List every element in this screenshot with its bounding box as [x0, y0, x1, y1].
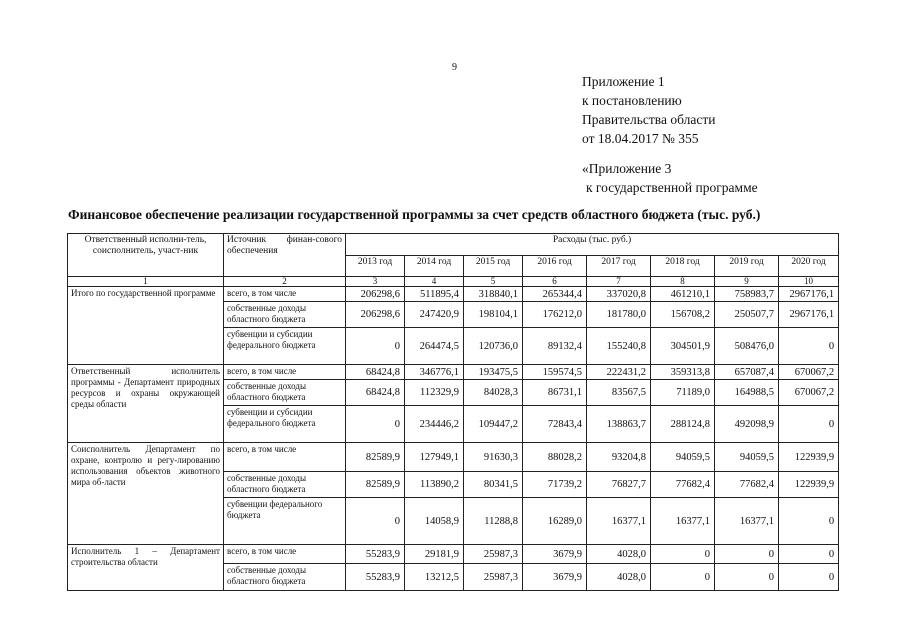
header-year: 2016 год — [523, 255, 587, 277]
table-row — [68, 287, 839, 302]
appendix-1-line: Правительства области — [582, 112, 716, 127]
value-cell: 16377,1 — [715, 498, 779, 545]
responsible-cell: Исполнитель 1 – Департамент строительства области — [68, 545, 224, 591]
column-number: 9 — [715, 277, 779, 287]
source-cell: собственные доходы областного бюджета — [224, 302, 346, 328]
value-cell: 138863,7 — [587, 406, 651, 443]
header-year: 2013 год — [346, 255, 405, 277]
value-cell: 16377,1 — [587, 498, 651, 545]
table-row — [68, 365, 839, 380]
value-cell: 76827,7 — [587, 472, 651, 498]
appendix-1-line: от 18.04.2017 № 355 — [582, 131, 699, 146]
value-cell: 25987,3 — [464, 545, 523, 564]
value-cell: 511895,4 — [405, 287, 464, 302]
table-row — [68, 443, 839, 472]
value-cell: 461210,1 — [651, 287, 715, 302]
value-cell: 77682,4 — [651, 472, 715, 498]
value-cell: 346776,1 — [405, 365, 464, 380]
value-cell: 71189,0 — [651, 380, 715, 406]
value-cell: 3679,9 — [523, 545, 587, 564]
value-cell: 159574,5 — [523, 365, 587, 380]
value-cell: 16289,0 — [523, 498, 587, 545]
responsible-cell: Соисполнитель Департамент по охране, контролю и регу-лированию использования объектов животного мира об-ласти — [68, 443, 224, 545]
value-cell: 0 — [715, 564, 779, 591]
value-cell: 122939,9 — [779, 472, 839, 498]
source-cell: собственные доходы областного бюджета — [224, 472, 346, 498]
value-cell: 193475,5 — [464, 365, 523, 380]
source-cell: субвенции и субсидии федерального бюджета — [224, 406, 346, 443]
value-cell: 318840,1 — [464, 287, 523, 302]
column-number: 2 — [224, 277, 346, 287]
header-year: 2014 год — [405, 255, 464, 277]
column-number: 4 — [405, 277, 464, 287]
appendix-3-block — [582, 159, 758, 197]
value-cell: 337020,8 — [587, 287, 651, 302]
source-cell: всего, в том числе — [224, 287, 346, 302]
value-cell: 4028,0 — [587, 564, 651, 591]
column-number: 6 — [523, 277, 587, 287]
value-cell: 670067,2 — [779, 380, 839, 406]
value-cell: 29181,9 — [405, 545, 464, 564]
value-cell: 25987,3 — [464, 564, 523, 591]
value-cell: 181780,0 — [587, 302, 651, 328]
value-cell: 198104,1 — [464, 302, 523, 328]
value-cell: 265344,4 — [523, 287, 587, 302]
value-cell: 492098,9 — [715, 406, 779, 443]
value-cell: 288124,8 — [651, 406, 715, 443]
header-responsible: Ответственный исполни-тель, соисполнитель, участ-ник — [68, 234, 224, 277]
value-cell: 176212,0 — [523, 302, 587, 328]
value-cell: 91630,3 — [464, 443, 523, 472]
value-cell: 250507,7 — [715, 302, 779, 328]
value-cell: 13212,5 — [405, 564, 464, 591]
appendix-1-line: к постановлению — [582, 93, 682, 108]
source-cell: собственные доходы областного бюджета — [224, 564, 346, 591]
value-cell: 508476,0 — [715, 328, 779, 365]
appendix-3-line: к государственной программе — [586, 180, 758, 195]
value-cell: 222431,2 — [587, 365, 651, 380]
value-cell: 0 — [779, 545, 839, 564]
header-source: Источник финан-сового обеспечения — [224, 234, 346, 277]
value-cell: 113890,2 — [405, 472, 464, 498]
value-cell: 4028,0 — [587, 545, 651, 564]
column-number: 7 — [587, 277, 651, 287]
value-cell: 68424,8 — [346, 380, 405, 406]
table-row — [68, 545, 839, 564]
source-cell: всего, в том числе — [224, 365, 346, 380]
value-cell: 0 — [779, 328, 839, 365]
value-cell: 670067,2 — [779, 365, 839, 380]
value-cell: 0 — [715, 545, 779, 564]
value-cell: 264474,5 — [405, 328, 464, 365]
value-cell: 0 — [346, 498, 405, 545]
column-number: 1 — [68, 277, 224, 287]
value-cell: 68424,8 — [346, 365, 405, 380]
value-cell: 0 — [779, 406, 839, 443]
column-number: 10 — [779, 277, 839, 287]
value-cell: 0 — [346, 406, 405, 443]
value-cell: 86731,1 — [523, 380, 587, 406]
responsible-cell: Итого по государственной программе — [68, 287, 224, 365]
value-cell: 206298,6 — [346, 287, 405, 302]
appendix-1-line: Приложение 1 — [582, 74, 665, 89]
value-cell: 120736,0 — [464, 328, 523, 365]
value-cell: 84028,3 — [464, 380, 523, 406]
value-cell: 82589,9 — [346, 472, 405, 498]
source-cell: субвенции и субсидии федерального бюджета — [224, 328, 346, 365]
header-year: 2017 год — [587, 255, 651, 277]
column-numbers-row — [68, 277, 839, 287]
value-cell: 55283,9 — [346, 545, 405, 564]
header-year: 2019 год — [715, 255, 779, 277]
value-cell: 112329,9 — [405, 380, 464, 406]
value-cell: 72843,4 — [523, 406, 587, 443]
value-cell: 83567,5 — [587, 380, 651, 406]
source-cell: всего, в том числе — [224, 545, 346, 564]
value-cell: 122939,9 — [779, 443, 839, 472]
document-title: Финансовое обеспечение реализации государственной программы за счет средств областного бюджета (тыс. руб.) — [68, 207, 761, 222]
page-number: 9 — [452, 62, 457, 73]
header-row — [68, 234, 839, 256]
value-cell: 127949,1 — [405, 443, 464, 472]
value-cell: 2967176,1 — [779, 287, 839, 302]
financing-table — [67, 233, 839, 591]
value-cell: 93204,8 — [587, 443, 651, 472]
value-cell: 89132,4 — [523, 328, 587, 365]
source-cell: собственные доходы областного бюджета — [224, 380, 346, 406]
source-cell: всего, в том числе — [224, 443, 346, 472]
column-number: 3 — [346, 277, 405, 287]
column-number: 8 — [651, 277, 715, 287]
value-cell: 94059,5 — [715, 443, 779, 472]
value-cell: 247420,9 — [405, 302, 464, 328]
header-year: 2018 год — [651, 255, 715, 277]
value-cell: 155240,8 — [587, 328, 651, 365]
value-cell: 14058,9 — [405, 498, 464, 545]
value-cell: 657087,4 — [715, 365, 779, 380]
value-cell: 758983,7 — [715, 287, 779, 302]
value-cell: 0 — [651, 545, 715, 564]
value-cell: 0 — [651, 564, 715, 591]
header-year: 2020 год — [779, 255, 839, 277]
value-cell: 304501,9 — [651, 328, 715, 365]
header-year: 2015 год — [464, 255, 523, 277]
value-cell: 77682,4 — [715, 472, 779, 498]
value-cell: 164988,5 — [715, 380, 779, 406]
value-cell: 359313,8 — [651, 365, 715, 380]
responsible-cell: Ответственный исполнитель программы - Департамент природных ресурсов и охраны окружающей среды области — [68, 365, 224, 443]
appendix-3-line: «Приложение 3 — [582, 161, 672, 176]
value-cell: 156708,2 — [651, 302, 715, 328]
value-cell: 0 — [779, 498, 839, 545]
value-cell: 109447,2 — [464, 406, 523, 443]
value-cell: 2967176,1 — [779, 302, 839, 328]
value-cell: 94059,5 — [651, 443, 715, 472]
source-cell: субвенции федерального бюджета — [224, 498, 346, 545]
value-cell: 55283,9 — [346, 564, 405, 591]
value-cell: 80341,5 — [464, 472, 523, 498]
value-cell: 88028,2 — [523, 443, 587, 472]
value-cell: 82589,9 — [346, 443, 405, 472]
value-cell: 206298,6 — [346, 302, 405, 328]
value-cell: 0 — [346, 328, 405, 365]
value-cell: 3679,9 — [523, 564, 587, 591]
value-cell: 234446,2 — [405, 406, 464, 443]
value-cell: 16377,1 — [651, 498, 715, 545]
header-expenses: Расходы (тыс. руб.) — [346, 234, 839, 256]
value-cell: 0 — [779, 564, 839, 591]
value-cell: 71739,2 — [523, 472, 587, 498]
column-number: 5 — [464, 277, 523, 287]
appendix-1-block — [582, 72, 715, 148]
value-cell: 11288,8 — [464, 498, 523, 545]
